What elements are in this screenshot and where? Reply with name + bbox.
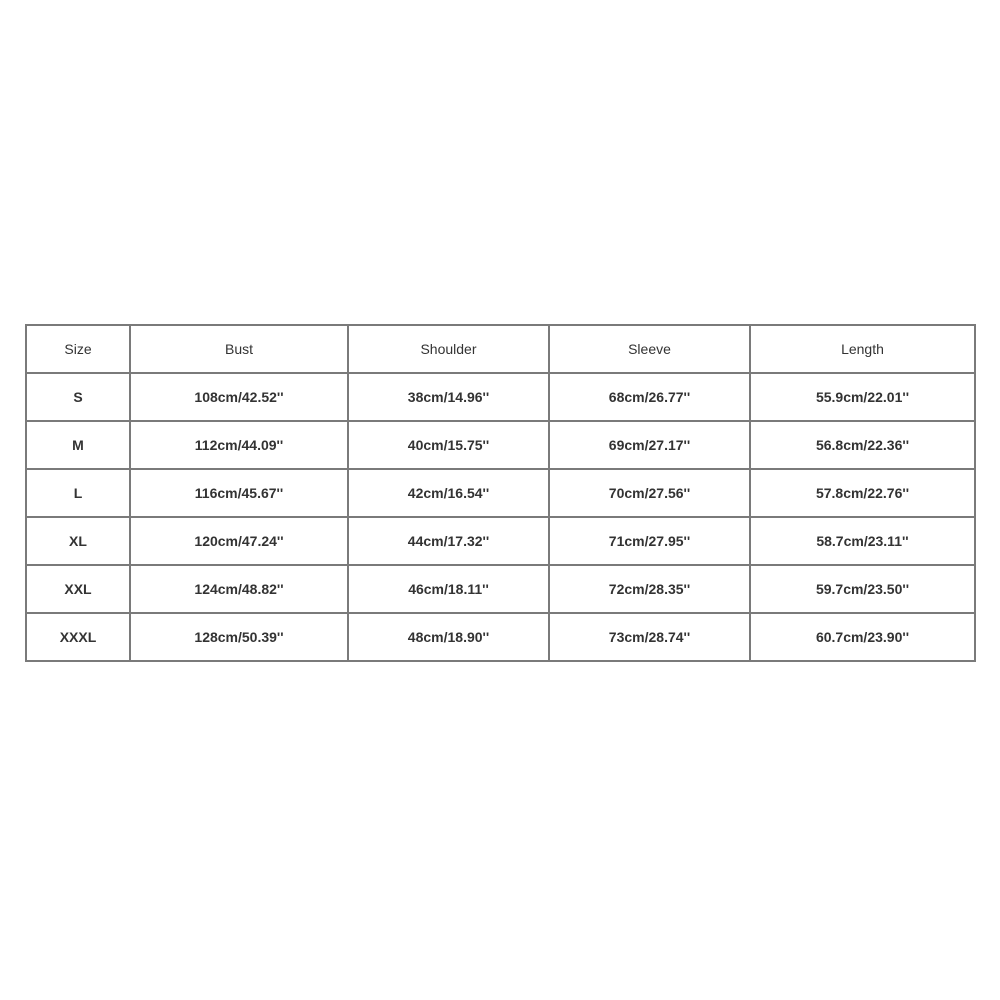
size-cell: L (26, 469, 130, 517)
length-cell: 59.7cm/23.50'' (750, 565, 975, 613)
length-cell: 58.7cm/23.11'' (750, 517, 975, 565)
header-size: Size (26, 325, 130, 373)
header-shoulder: Shoulder (348, 325, 549, 373)
shoulder-cell: 40cm/15.75'' (348, 421, 549, 469)
bust-cell: 128cm/50.39'' (130, 613, 348, 661)
header-sleeve: Sleeve (549, 325, 750, 373)
bust-cell: 108cm/42.52'' (130, 373, 348, 421)
bust-cell: 120cm/47.24'' (130, 517, 348, 565)
size-chart-header (26, 325, 975, 373)
sleeve-cell: 71cm/27.95'' (549, 517, 750, 565)
table-row (26, 613, 975, 661)
shoulder-cell: 48cm/18.90'' (348, 613, 549, 661)
size-cell: M (26, 421, 130, 469)
size-chart-body (26, 373, 975, 661)
bust-cell: 116cm/45.67'' (130, 469, 348, 517)
header-length: Length (750, 325, 975, 373)
size-cell: XXXL (26, 613, 130, 661)
table-row (26, 565, 975, 613)
shoulder-cell: 44cm/17.32'' (348, 517, 549, 565)
shoulder-cell: 46cm/18.11'' (348, 565, 549, 613)
length-cell: 56.8cm/22.36'' (750, 421, 975, 469)
shoulder-cell: 42cm/16.54'' (348, 469, 549, 517)
size-cell: XXL (26, 565, 130, 613)
length-cell: 57.8cm/22.76'' (750, 469, 975, 517)
table-row (26, 469, 975, 517)
size-cell: XL (26, 517, 130, 565)
size-cell: S (26, 373, 130, 421)
length-cell: 60.7cm/23.90'' (750, 613, 975, 661)
shoulder-cell: 38cm/14.96'' (348, 373, 549, 421)
header-bust: Bust (130, 325, 348, 373)
size-chart-table (25, 324, 976, 662)
sleeve-cell: 69cm/27.17'' (549, 421, 750, 469)
sleeve-cell: 70cm/27.56'' (549, 469, 750, 517)
table-row (26, 421, 975, 469)
bust-cell: 112cm/44.09'' (130, 421, 348, 469)
sleeve-cell: 68cm/26.77'' (549, 373, 750, 421)
bust-cell: 124cm/48.82'' (130, 565, 348, 613)
header-row (26, 325, 975, 373)
sleeve-cell: 72cm/28.35'' (549, 565, 750, 613)
table-row (26, 517, 975, 565)
sleeve-cell: 73cm/28.74'' (549, 613, 750, 661)
length-cell: 55.9cm/22.01'' (750, 373, 975, 421)
table-row (26, 373, 975, 421)
